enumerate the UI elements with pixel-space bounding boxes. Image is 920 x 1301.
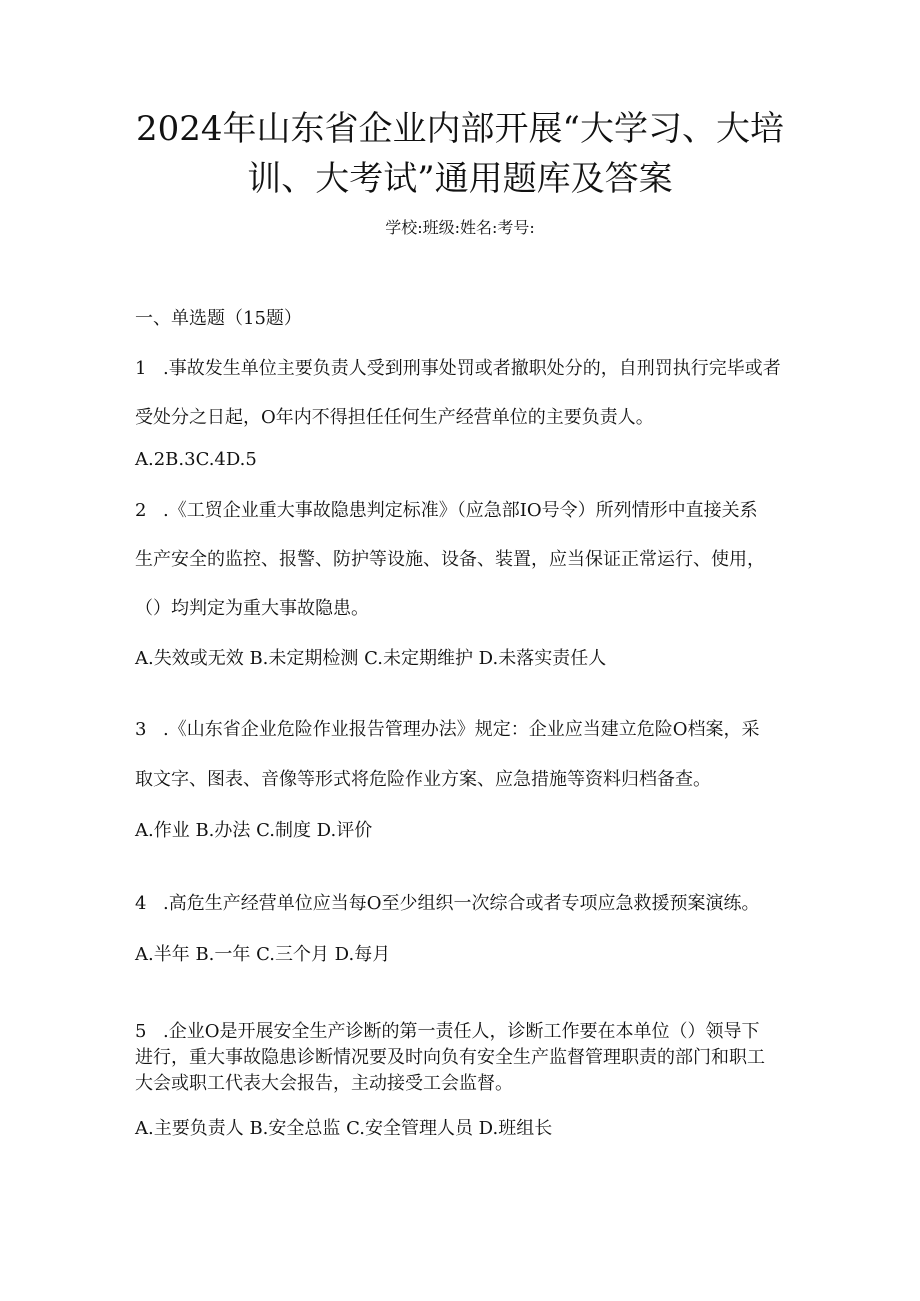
question-2-options: A.失效或无效 B.未定期检测 C.未定期维护 D.未落实责任人 [135, 648, 607, 669]
document-title-line-1: 2024年山东省企业内部开展“大学习、大培 [136, 109, 784, 149]
question-number: 5 [135, 1021, 147, 1042]
question-2-line-1 [135, 498, 758, 524]
student-info-line: 学校:班级:姓名:考号: [385, 218, 535, 237]
question-5-line-2: 进行，重大事故隐患诊断情况要及时向负有安全生产监督管理职责的部门和职工 [135, 1047, 765, 1068]
question-2-line-3: （）均判定为重大事故隐患。 [135, 598, 369, 619]
question-text: .《工贸企业重大事故隐患判定标准》（应急部IO号令）所列情形中直接关系 [163, 500, 758, 521]
question-3-options: A.作业 B.办法 C.制度 D.评价 [135, 820, 373, 841]
question-5-line-3: 大会或职工代表大会报告，主动接受工会监督。 [135, 1073, 513, 1094]
question-1-line-2: 受处分之日起，O年内不得担任任何生产经营单位的主要负责人。 [135, 407, 654, 428]
question-text: .高危生产经营单位应当每O至少组织一次综合或者专项应急救援预案演练。 [163, 893, 760, 914]
question-1-options: A.2B.3C.4D.5 [135, 449, 257, 470]
question-4-line-1 [135, 891, 759, 917]
document-title-line-2: 训、大考试”通用题库及答案 [247, 159, 673, 199]
section-heading: 一、单选题（15题） [135, 308, 302, 329]
question-text: .事故发生单位主要负责人受到刑事处罚或者撤职处分的，自刑罚执行完毕或者 [163, 358, 781, 379]
question-number: 2 [135, 500, 147, 521]
question-number: 3 [135, 719, 147, 740]
question-4-options: A.半年 B.一年 C.三个月 D.每月 [135, 944, 391, 965]
question-2-line-2: 生产安全的监控、报警、防护等设施、设备、装置，应当保证正常运行、使用， [135, 549, 765, 570]
question-1-line-1 [135, 356, 781, 382]
question-text: .《山东省企业危险作业报告管理办法》规定：企业应当建立危险O档案，采 [163, 719, 760, 740]
question-text: .企业O是开展安全生产诊断的第一责任人，诊断工作要在本单位（）领导下 [163, 1021, 760, 1042]
question-3-line-2: 取文字、图表、音像等形式将危险作业方案、应急措施等资料归档备查。 [135, 769, 711, 790]
question-5-line-1 [135, 1019, 759, 1045]
question-number: 1 [135, 358, 147, 379]
question-3-line-1 [135, 717, 759, 743]
question-number: 4 [135, 893, 147, 914]
question-5-options: A.主要负责人 B.安全总监 C.安全管理人员 D.班组长 [135, 1118, 553, 1139]
